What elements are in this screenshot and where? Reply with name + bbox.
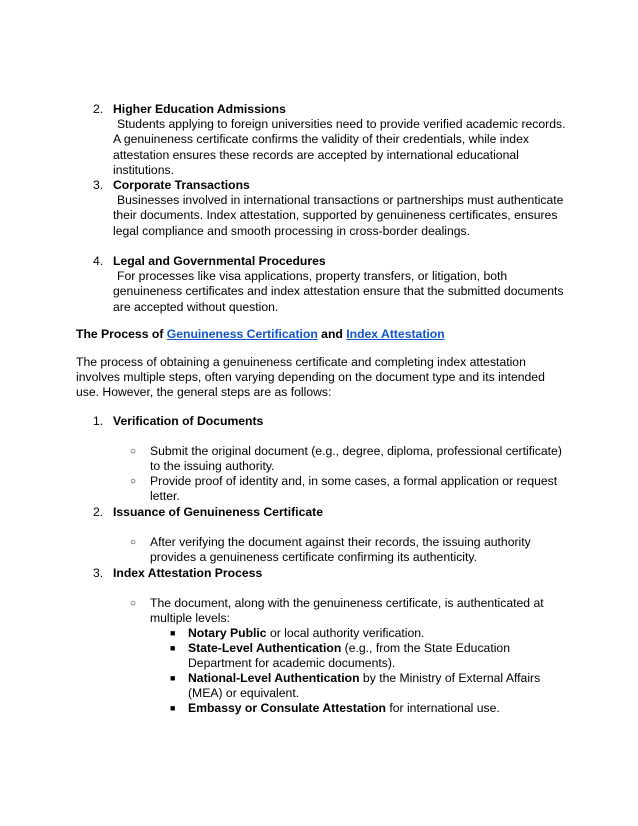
sub-bullet-item <box>170 641 570 671</box>
square-bullet-icon: ■ <box>170 628 176 638</box>
sub-bullet-item <box>170 626 570 641</box>
section-heading <box>76 327 445 342</box>
list-number: 4. <box>93 254 104 268</box>
bullet-text: After verifying the document against their records, the issuing authority provides a genuineness certificate confirming its authenticity. <box>150 535 531 565</box>
heading-middle: and <box>317 327 347 341</box>
sub-bullet-text: (e.g., from the State Education Department for academic documents). <box>188 641 510 671</box>
heading-prefix: The Process of <box>76 327 167 341</box>
step-number: 2. <box>93 505 104 519</box>
circle-bullet-icon: ○ <box>130 446 137 457</box>
sub-bullet-item <box>170 701 570 716</box>
list-item-title: Higher Education Admissions <box>113 102 286 116</box>
list-item-text: Students applying to foreign universities need to provide verified academic records. A genuineness certificate confirms the validity of their credentials, while index attestation ensures these records are accepted by international educational institutions. <box>113 117 566 177</box>
list-item <box>93 254 573 315</box>
bullet-text: The document, along with the genuineness certificate, is authenticated at multiple levels: <box>150 596 544 626</box>
step-title: Issuance of Genuineness Certificate <box>113 505 323 519</box>
bullet-item <box>130 535 570 565</box>
step-item <box>93 505 573 520</box>
sub-bullet-text: or local authority verification. <box>266 626 425 640</box>
sub-bullet-text: by the Ministry of External Affairs (MEA) or equivalent. <box>188 671 541 701</box>
step-number: 1. <box>93 414 104 428</box>
circle-bullet-icon: ○ <box>130 476 137 487</box>
sub-bullet-text: for international use. <box>385 701 500 715</box>
bullet-item <box>130 474 570 504</box>
step-title: Index Attestation Process <box>113 566 263 580</box>
list-number: 3. <box>93 178 104 192</box>
circle-bullet-icon: ○ <box>130 537 137 548</box>
step-number: 3. <box>93 566 104 580</box>
step-item <box>93 414 573 429</box>
list-item <box>93 102 573 178</box>
list-item-text: Businesses involved in international transactions or partnerships must authenticate their documents. Index attestation, supported by genuineness certificates, ensures legal compliance and smooth processing in cross-border dealings. <box>113 193 564 238</box>
square-bullet-icon: ■ <box>170 673 176 683</box>
list-item-text: For processes like visa applications, property transfers, or litigation, both genuineness certificates and index attestation ensure that the submitted documents are accepted without question. <box>113 269 564 314</box>
list-number: 2. <box>93 102 104 116</box>
list-item-title: Corporate Transactions <box>113 178 250 192</box>
genuineness-certification-link[interactable]: Genuineness Certification <box>166 327 318 341</box>
sub-bullet-bold: Notary Public <box>188 626 267 640</box>
step-title: Verification of Documents <box>113 414 264 428</box>
bullet-item <box>130 596 570 626</box>
list-item-title: Legal and Governmental Procedures <box>113 254 326 268</box>
sub-bullet-bold: National-Level Authentication <box>188 671 360 685</box>
bullet-text: Provide proof of identity and, in some cases, a formal application or request letter. <box>150 474 558 504</box>
index-attestation-link[interactable]: Index Attestation <box>346 327 445 341</box>
sub-bullet-item <box>170 671 570 701</box>
square-bullet-icon: ■ <box>170 703 176 713</box>
intro-paragraph: The process of obtaining a genuineness certificate and completing index attestation involves multiple steps, often varying depending on the document type and its intended use. However, the general steps are as follows: <box>76 355 545 400</box>
square-bullet-icon: ■ <box>170 643 176 653</box>
bullet-text: Submit the original document (e.g., degree, diploma, professional certificate) to the issuing authority. <box>150 444 562 474</box>
circle-bullet-icon: ○ <box>130 598 137 609</box>
sub-bullet-bold: Embassy or Consulate Attestation <box>188 701 386 715</box>
sub-bullet-bold: State-Level Authentication <box>188 641 342 655</box>
bullet-item <box>130 444 570 474</box>
step-item <box>93 566 573 581</box>
list-item <box>93 178 573 239</box>
